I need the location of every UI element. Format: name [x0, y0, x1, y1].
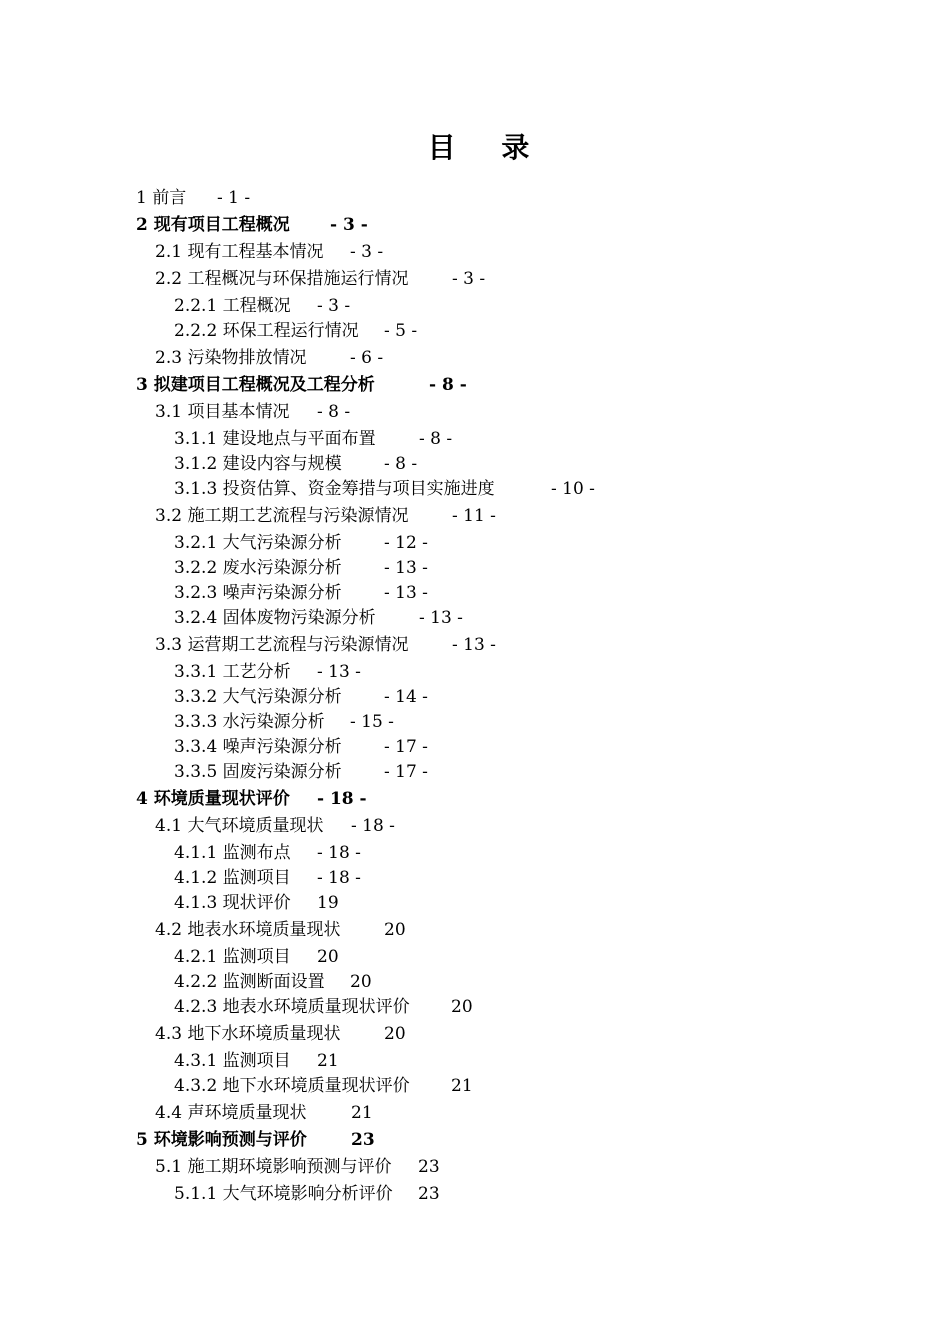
toc-entry-label: 2 现有项目工程概况 [136, 215, 290, 235]
toc-entry-page: - 3 - [317, 296, 351, 316]
toc-entry-label: 4.2.3 地表水环境质量现状评价 [174, 997, 410, 1017]
toc-entry-label: 5.1.1 大气环境影响分析评价 [174, 1184, 393, 1204]
toc-entry-label: 3.3.3 水污染源分析 [174, 712, 325, 732]
toc-entry-label: 3.2 施工期工艺流程与污染源情况 [155, 506, 409, 526]
toc-entry-label: 3.2.1 大气污染源分析 [174, 533, 342, 553]
toc-entry-page: 20 [451, 997, 473, 1017]
toc-entry-page: - 3 - [350, 242, 384, 262]
toc-entry-label: 4.1.2 监测项目 [174, 868, 291, 888]
toc-entry-page: 19 [317, 893, 339, 913]
toc-entry-label: 4 环境质量现状评价 [136, 789, 290, 809]
toc-entry-page: 21 [351, 1103, 373, 1123]
toc-entry-page: 20 [317, 947, 339, 967]
toc-entry-label: 1 前言 [136, 188, 187, 208]
toc-entry-page: - 8 - [429, 375, 467, 395]
toc-entry-page: - 13 - [384, 558, 428, 578]
toc-entry-label: 2.2.1 工程概况 [174, 296, 291, 316]
toc-entry-page: - 13 - [384, 583, 428, 603]
toc-entry-label: 4.1.1 监测布点 [174, 843, 291, 863]
toc-entry-page: - 10 - [551, 479, 595, 499]
toc-entry-page: - 18 - [317, 868, 361, 888]
toc-entry-page: - 12 - [384, 533, 428, 553]
toc-entry-label: 3.3.2 大气污染源分析 [174, 687, 342, 707]
toc-entry-page: - 15 - [350, 712, 394, 732]
toc-entry-label: 4.3.2 地下水环境质量现状评价 [174, 1076, 410, 1096]
toc-entry-label: 4.2.1 监测项目 [174, 947, 291, 967]
toc-entry-label: 3.3.5 固废污染源分析 [174, 762, 342, 782]
toc-entry-page: - 18 - [351, 816, 395, 836]
toc-entry-page: 20 [384, 1024, 406, 1044]
toc-entry-page: - 14 - [384, 687, 428, 707]
toc-entry-label: 3.3.1 工艺分析 [174, 662, 291, 682]
toc-entry-label: 4.1 大气环境质量现状 [155, 816, 324, 836]
toc-entry-label: 3.1.2 建设内容与规模 [174, 454, 342, 474]
toc-entry-label: 3.2.2 废水污染源分析 [174, 558, 342, 578]
toc-entry-page: 23 [351, 1130, 375, 1150]
toc-entry-label: 2.2.2 环保工程运行情况 [174, 321, 359, 341]
toc-entry-page: - 13 - [317, 662, 361, 682]
toc-entry-label: 3.1.1 建设地点与平面布置 [174, 429, 376, 449]
toc-entry-label: 4.2 地表水环境质量现状 [155, 920, 341, 940]
toc-entry-page: - 3 - [330, 215, 368, 235]
toc-entry-label: 3.1 项目基本情况 [155, 402, 290, 422]
toc-entry-page: - 13 - [419, 608, 463, 628]
toc-entry-page: - 8 - [384, 454, 418, 474]
toc-entry-page: - 17 - [384, 737, 428, 757]
toc-entry-page: - 6 - [350, 348, 384, 368]
toc-entry-label: 4.4 声环境质量现状 [155, 1103, 307, 1123]
toc-entry-page: 20 [350, 972, 372, 992]
toc-entry-label: 2.2 工程概况与环保措施运行情况 [155, 269, 409, 289]
toc-entry-page: - 11 - [452, 506, 496, 526]
toc-entry-page: - 3 - [452, 269, 486, 289]
toc-title: 目 录 [427, 131, 548, 164]
toc-entry-page: 21 [451, 1076, 473, 1096]
toc-entry-page: 23 [418, 1157, 440, 1177]
toc-entry-label: 4.3 地下水环境质量现状 [155, 1024, 341, 1044]
toc-entry-label: 4.3.1 监测项目 [174, 1051, 291, 1071]
toc-entry-label: 5.1 施工期环境影响预测与评价 [155, 1157, 392, 1177]
toc-entry-label: 3.2.4 固体废物污染源分析 [174, 608, 376, 628]
toc-entry-page: 21 [317, 1051, 339, 1071]
toc-entry-label: 3.3 运营期工艺流程与污染源情况 [155, 635, 409, 655]
toc-entry-page: 20 [384, 920, 406, 940]
toc-entry-page: - 8 - [419, 429, 453, 449]
toc-entry-page: - 5 - [384, 321, 418, 341]
toc-entry-page: - 18 - [317, 789, 367, 809]
toc-entry-page: 23 [418, 1184, 440, 1204]
toc-entry-label: 3.1.3 投资估算、资金筹措与项目实施进度 [174, 479, 495, 499]
toc-entry-label: 5 环境影响预测与评价 [136, 1130, 307, 1150]
toc-entry-page: - 17 - [384, 762, 428, 782]
toc-entry-label: 4.2.2 监测断面设置 [174, 972, 325, 992]
toc-entry-page: - 1 - [217, 188, 251, 208]
toc-entry-label: 4.1.3 现状评价 [174, 893, 291, 913]
toc-entry-page: - 8 - [317, 402, 351, 422]
toc-entry-page: - 13 - [452, 635, 496, 655]
toc-entry-label: 3.2.3 噪声污染源分析 [174, 583, 342, 603]
toc-entry-label: 3 拟建项目工程概况及工程分析 [136, 375, 375, 395]
toc-entry-label: 2.3 污染物排放情况 [155, 348, 307, 368]
toc-entry-label: 2.1 现有工程基本情况 [155, 242, 324, 262]
toc-entry-label: 3.3.4 噪声污染源分析 [174, 737, 342, 757]
toc-entry-page: - 18 - [317, 843, 361, 863]
